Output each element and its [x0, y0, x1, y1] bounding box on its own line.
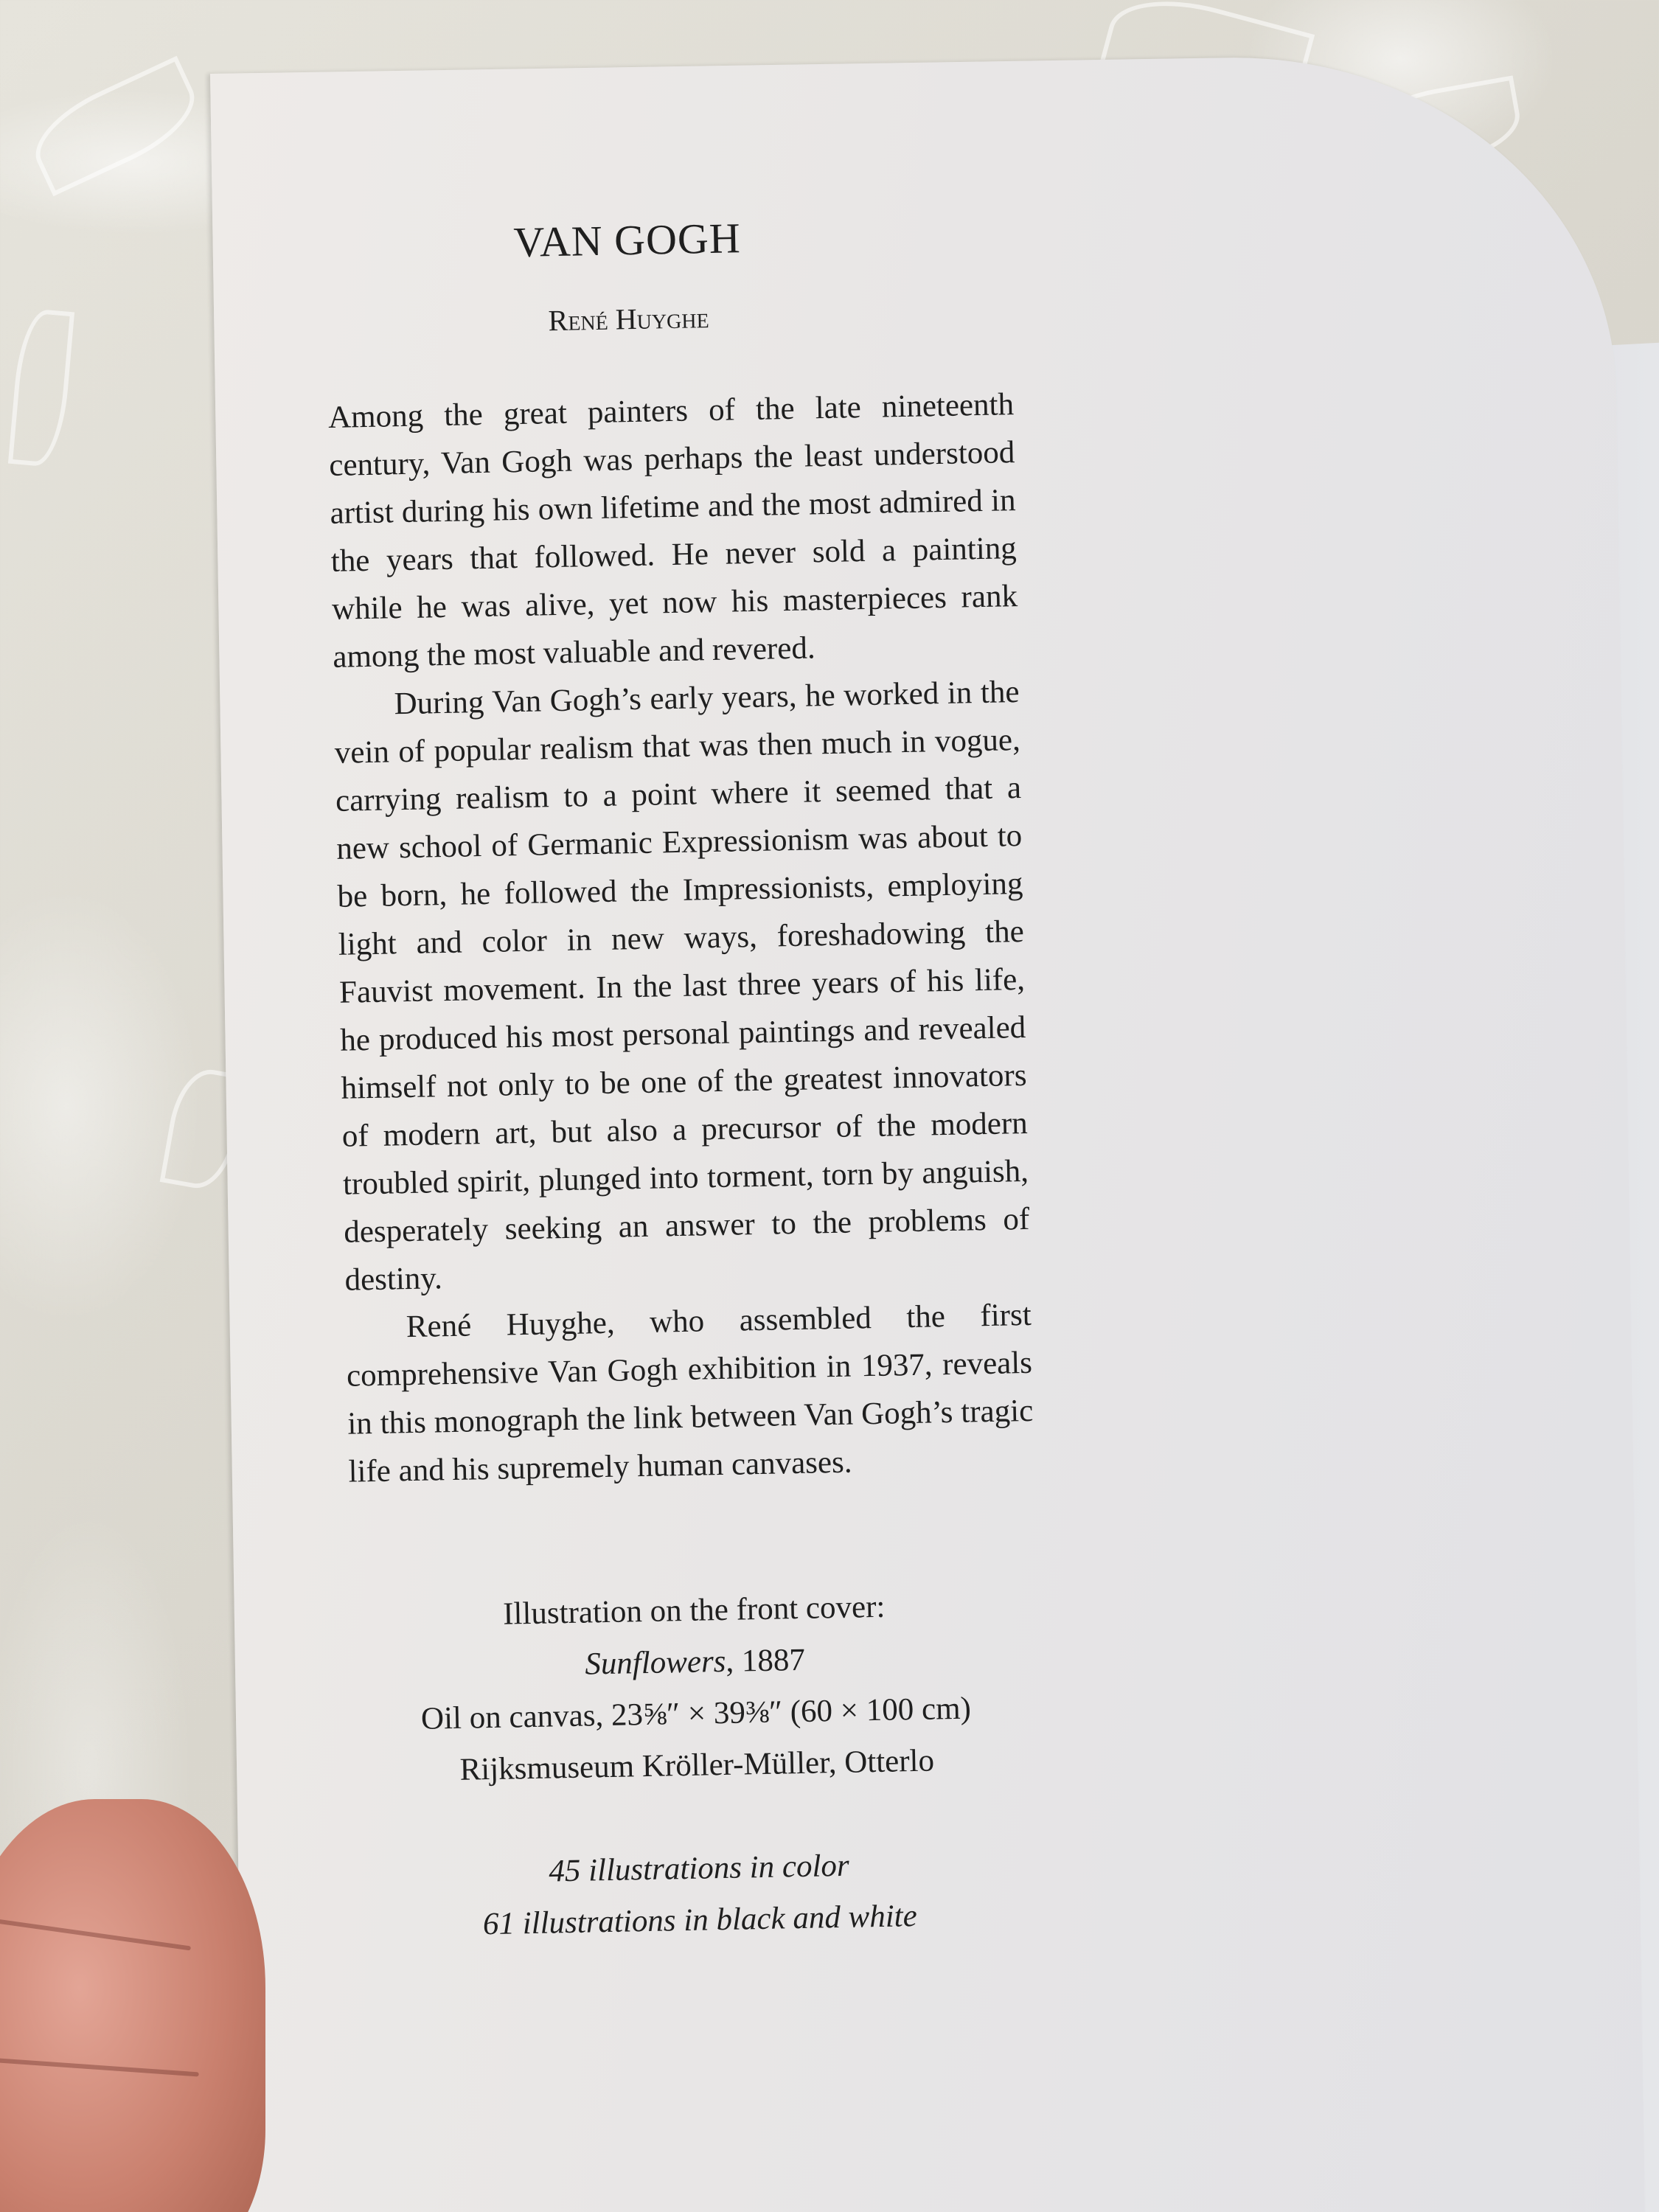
- paragraph-3: René Huyghe, who assembled the first comprehensive Van Gogh exhibition in 1937, reveals in this monograph the link between Van Gogh’s tragic life and his supremely human canvases.: [346, 1297, 1034, 1489]
- caption-heading: Illustration on the front cover:: [502, 1589, 886, 1632]
- tablecloth-pattern: [21, 56, 208, 196]
- paragraph-2: During Van Gogh’s early years, he worked in the vein of popular realism that was then much in vogue, carrying realism to a point where it seemed that a new school of Germanic Expressionism was about to be born, he followed the Impressionists, employing light and color in new ways, foreshadowing the Fauvist movement. In the last three years of his life, he produced his most personal paintings and revealed himself not only to be one of the greatest innovators of modern art, but also a precursor of the modern troubled spirit, plunged into torment, torn by anguish, desperately seeking an answer to the problems of destiny.: [334, 675, 1030, 1298]
- caption-location: Rijksmuseum Kröller-Müller, Otterlo: [459, 1743, 935, 1787]
- page-content: [324, 208, 1043, 1952]
- finger-crease: [0, 2057, 199, 2077]
- book-author: René Huyghe: [548, 301, 710, 338]
- caption-work-year: , 1887: [725, 1642, 806, 1679]
- illustrations-color: 45 illustrations in color: [548, 1848, 850, 1889]
- caption-medium: Oil on canvas, 23⅝″ × 39⅜″ (60 × 100 cm): [420, 1691, 972, 1736]
- tablecloth-pattern: [8, 307, 74, 467]
- illustrations-bw: 61 illustrations in black and white: [482, 1898, 918, 1942]
- holding-hand: [0, 1799, 265, 2212]
- cover-caption: [351, 1579, 1040, 1798]
- caption-work-title: Sunflowers: [584, 1644, 726, 1682]
- finger-crease: [0, 1918, 191, 1951]
- book-title: VAN GOGH: [512, 214, 742, 267]
- illustration-counts: [355, 1837, 1043, 1953]
- paragraph-1: Among the great painters of the late nineteenth century, Van Gogh was perhaps the least understood artist during his own lifetime and the most admired in the years that followed. He never sold a painting while he was alive, yet now his masterpieces rank among the most valuable and revered.: [327, 387, 1018, 675]
